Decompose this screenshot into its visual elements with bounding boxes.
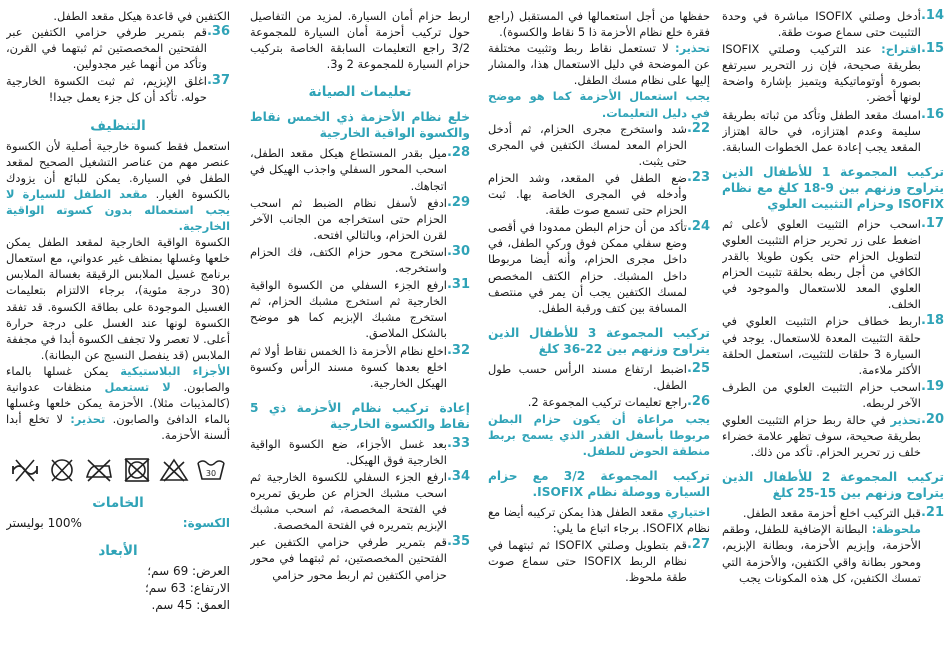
do-not-use-label: لا تستعمل <box>104 379 171 394</box>
plastic-parts-label: الأجزاء البلاستيكية <box>120 363 230 378</box>
step-30 <box>250 244 470 276</box>
step-18 <box>722 313 944 377</box>
warning-text: لا تستعمل نقاط ربط وتثبيت مختلفة عن الموضحة في دليل الاستعمال هذا، والمشار إليها على نظام مسك الطفل. <box>488 41 710 88</box>
section-heading: خلع نظام الأحزمة ذي الخمس نقاط والكسوة الواقية الخارجية <box>250 110 470 141</box>
step-32 <box>250 343 470 391</box>
column-1 <box>722 8 944 656</box>
no-wring-icon <box>10 457 40 483</box>
cleaning-title: التنظيف <box>90 117 146 134</box>
step-text: أدخل وصلتي ISOFIX مباشرة في وحدة التثبيت حتى سماع صوت طقة. <box>722 9 921 40</box>
step-number: 15. <box>920 41 944 57</box>
step-27 <box>488 537 710 585</box>
optional-label: اختياري <box>667 505 710 520</box>
cleaning-text: لا تخلع أبدا ألسنة الأحزمة. <box>6 412 230 443</box>
wash-30-icon <box>196 457 226 483</box>
section-heading: إعادة تركيب نظام الأحزمة ذي 5 نقاط والكسوة الخارجية <box>250 400 470 431</box>
section-heading: تركيب المجموعة 2 للأطفال الذين يتراوح وزنهم بين 15-25 كلغ <box>722 470 944 501</box>
step-29 <box>250 195 470 243</box>
step-number: 30. <box>446 243 470 259</box>
step-31 <box>250 277 470 341</box>
cleaning-text: منظفات عدوانية (كالمذيبات مثلا). الأحزمة يمكن خلعها وغسلها بالماء الدافئ والصابون. <box>6 379 230 427</box>
materials-title: الخامات <box>92 495 144 512</box>
cleaning-text: يمكن غسلها بالماء والصابون. <box>6 363 230 394</box>
step-number: 36. <box>206 24 230 40</box>
step-number: 14. <box>920 8 944 23</box>
step-19 <box>722 379 944 411</box>
step-number: 17. <box>920 215 944 231</box>
column-4 <box>6 8 230 656</box>
warning-label: تحذير <box>890 412 921 427</box>
step-text: عند التركيب وصلتي ISOFIX بطريقة صحيحة، فإن زر التحرير سيرتفع بصورة أوتوماتيكية ويتميز بإشارة واضحة لونها أخضر. <box>722 42 921 105</box>
step-22 <box>488 121 710 169</box>
step-text: راجع تعليمات تركيب المجموعة 2. <box>527 394 687 409</box>
step-number: 28. <box>446 145 470 161</box>
step-text: قم بتمرير طرفي حزامي الكتفين عبر الفتحتين المخصصتين، ثم ثبتهما في محور حزامي الكتفين ثم اربط محور حزامي <box>250 535 447 582</box>
step-20 <box>722 412 944 460</box>
step-number: 19. <box>920 378 944 394</box>
step-text: اربط خطاف حزام التثبيت العلوي في حلقة التثبيت المعدة للاستعمال. يوجد في السيارة 3 حلقات للتثبيت، استعمل الحلقة الأكثر ملاءمة. <box>722 314 921 377</box>
note-text: البطانة الإضافية للطفل، وطقم الأحزمة، وإبزيم الأحزمة، وبطانة الإبزيم، ومحور بطانة واقي الكتفين، والأحزمة التي تمسك الكتفين، كل هذه المكونات يجب <box>722 522 921 585</box>
step-text: تأكد من أن حزام البطن ممدودا في أقصى وضع سفلي ممكن فوق وركي الطفل، في داخل مجرى الحزام، وأنه أيضا مربوطا داخل المشبك. حزام الكتف المخصص لمسك الكتفين يجب أن يمر في منتصف المسافة بين كتف ورقبة الطفل. <box>488 220 687 315</box>
warning-label: تحذير: <box>70 412 106 427</box>
step-text: ميل بقدر المستطاع هيكل مقعد الطفل، اسحب المحور السفلي واجذب الهيكل في اتجاهك. <box>250 146 447 193</box>
step-number: 33. <box>446 435 470 451</box>
step-26 <box>488 394 710 410</box>
step-number: 27. <box>686 536 710 552</box>
no-tumble-dry-icon <box>122 457 152 483</box>
step-number: 31. <box>446 277 470 293</box>
step-34 <box>250 469 470 533</box>
step-number: 26. <box>686 393 710 409</box>
step-text: اسحب حزام التثبيت العلوي من الطرف الآخر لربطه. <box>722 379 921 410</box>
step-text: في حالة ربط حزام التثبيت العلوي بطريقة صحيحة، سوف تظهر علامة خضراء خلف زر تحرير الحزام. تأكد من ذلك. <box>722 412 921 460</box>
emphasis-text: يجب مراعاة أن يكون حزام البطن مربوطا بأسفل القدر الذي يسمح بربط منطقة الحوض للطفل. <box>488 412 710 459</box>
cleaning-text: استعمل فقط كسوة خارجية أصلية لأن الكسوة عنصر مهم من عناصر التشغيل الصحيح لمقعد الطفل في السيارة. يمكن للبائع أن يزودك بالكسوة الغيار. <box>6 138 230 201</box>
step-text: استخرج محور حزام الكتف، فك الحزام واستخرجه. <box>250 244 447 276</box>
column-3 <box>250 8 470 656</box>
cover-value: 100% بوليستر <box>6 516 82 531</box>
step-number: 34. <box>446 468 470 484</box>
step-23 <box>488 170 710 218</box>
step-text: بعد غسل الأجزاء، ضع الكسوة الواقية الخارجية فوق الهيكل. <box>250 436 447 467</box>
step-text: ضع الطفل في المقعد، وشد الحزام وأدخله في المجرى الخاصة بها. ثبت الحزام حتى تسمع صوت طقة. <box>488 170 687 218</box>
step-text: ارفع الجزء السفلي من الكسوة الواقية الخارجية ثم استخرج مشبك الحزام، ثم استخرج مشبك الإبزيم كما هو موضح بالشكل الملاصق. <box>250 278 447 341</box>
step-number: 18. <box>920 313 944 329</box>
step-text: اخلع نظام الأحزمة ذا الخمس نقاط أولا ثم اخلع بعدها كسوة مسند الرأس وكسوة الهيكل الخارجية. <box>250 343 447 390</box>
cleaning-text: الكسوة الواقية الخارجية لمقعد الطفل يمكن خلعها وغسلها بمنظف غير عدواني، مع استعمال برنامج غسيل الملابس الرقيقة بغسالة الملابس (30 درجة مئوية)، برجاء الالتزام بتعليمات الغسيل الموجودة على بطاقة الكسوة. قد تفقد الكسوة لونها عند الغسل على درجة حرارة أعلى. لا تعصر ولا تجفف الكسوة أبدا في مجففة الملابس (قد ينفصل النسيج عن البطانة). <box>6 235 230 362</box>
step-number: 29. <box>446 194 470 210</box>
step-24 <box>488 219 710 316</box>
cover-label: الكسوة: <box>182 516 230 531</box>
step-text: امسك مقعد الطفل وتأكد من ثباته بطريقة سليمة وعدم اهتزازه، في حالة اهتزاز المقعد يجب إعادة عمل الخطوات السابقة. <box>722 107 921 154</box>
step-36 <box>6 24 230 72</box>
step-number: 16. <box>920 106 944 122</box>
step-21 <box>722 505 944 585</box>
step-15 <box>722 41 944 105</box>
section-heading: تركيب المجموعة 3 للأطفال الذين يتراوح وزنهم بين 22-36 كلغ <box>488 325 710 356</box>
cleaning-emphasis: مقعد الطفل للسيارة لا يجب استعماله بدون كسوته الواقية الخارجية. <box>6 186 230 234</box>
step-text: اضبط ارتفاع مسند الرأس حسب طول الطفل. <box>488 361 687 392</box>
no-iron-icon <box>84 457 114 483</box>
step-number: 23. <box>686 169 710 185</box>
step-33 <box>250 436 470 468</box>
step-number: 35. <box>446 534 470 550</box>
step-text: قم بتمرير طرفي حزامي الكتفين عبر الفتحتين المخصصتين ثم ثبتهما في القرن، وتأكد من أنهما غير مجدولين. <box>6 25 207 72</box>
step-17 <box>722 216 944 313</box>
optional-text: مقعد الطفل هذا يمكن تركيبه أيضا مع نظام ISOFIX. برجاء اتباع ما يلي: <box>488 505 710 536</box>
maintenance-title: تعليمات الصيانة <box>308 84 412 101</box>
step-text: ادفع لأسفل نظام الضبط ثم اسحب الحزام حتى استخراجه من الجانب الآخر لقرن الحزام، وبالتالي افتحه. <box>250 195 447 242</box>
step-text: قم بتطويل وصلتي ISOFIX ثم ثبتهما في نظام الربط ISOFIX حتى سماع صوت طقة ملحوظ. <box>488 537 687 584</box>
step-37 <box>6 73 230 105</box>
svg-text:30: 30 <box>205 469 217 479</box>
step-number: 20. <box>920 411 944 427</box>
warning-label: تحذير: <box>675 41 710 56</box>
note-label: ملحوظة: <box>871 522 921 537</box>
step-text: اغلق الإبزيم، ثم ثبت الكسوة الخارجية حوله. تأكد أن كل جزء يعمل جيدا! <box>6 74 207 105</box>
step-number: 25. <box>686 360 710 376</box>
step-number: 21. <box>920 505 944 521</box>
column-2 <box>488 8 710 656</box>
step-35 <box>250 534 470 582</box>
step-number: 22. <box>686 120 710 136</box>
no-bleach-icon <box>159 457 189 483</box>
dimensions-title: الأبعاد <box>98 543 138 560</box>
step-text: شد واستخرج مجرى الحزام، ثم أدخل الحزام المعد لمسك الكتفين في المجرى حتى يثبت. <box>488 121 687 168</box>
step-25 <box>488 361 710 393</box>
paragraph: حفظها من أجل استعمالها في المستقبل (راجع فقرة خلع نظام الأحزمة ذا 5 نقاط والكسوة). <box>488 9 710 40</box>
step-number: 24. <box>686 219 710 235</box>
step-16 <box>722 107 944 155</box>
height-value: الارتفاع: 63 سم؛ <box>144 581 230 596</box>
care-symbols <box>10 457 226 483</box>
step-number: 32. <box>446 342 470 358</box>
tip-label: اقتراح: <box>881 42 921 57</box>
depth-value: العمق: 45 سم. <box>151 598 230 613</box>
step-28 <box>250 145 470 193</box>
section-heading: تركيب المجموعة 1 للأطفال الذين يتراوح وزنهم بين 9-18 كلغ مع نظام ISOFIX وحزام التثبيت العلوي <box>722 164 944 211</box>
warning-emphasis: يجب استعمال الأحزمة كما هو موضح في دليل التعليمات. <box>488 89 710 120</box>
step-text: ارفع الجزء السفلي للكسوة الخارجية ثم اسحب مشبك الحزام عن طريق تمريره في الفتحة المخصصة، ثم اسحب مشبك الإبزيم بتمريره في الفتحة المخصصة. <box>250 469 447 533</box>
step-14 <box>722 8 944 40</box>
step-text: قبل التركيب اخلع أحزمة مقعد الطفل. <box>742 506 921 521</box>
step-number: 37. <box>206 73 230 89</box>
width-value: العرض: 69 سم؛ <box>147 564 230 579</box>
cover-material-row <box>6 515 230 531</box>
step-text: اسحب حزام التثبيت العلوي لأعلى ثم اضغط على زر تحرير حزام التثبيت العلوي لتطويل الحزام حتى يكون طويلا بالقدر الكافي من أجل ربطه بحلقة تثبيت الحزام العلوي المعد للاستعمال والموجود في الخلف. <box>722 216 921 312</box>
no-dry-clean-icon <box>47 457 77 483</box>
paragraph: اربط حزام أمان السيارة. لمزيد من التفاصيل حول تركيب أحزمة أمان السيارة للمجموعة 3/2 راجع التعليمات السابقة الخاصة بتركيب حزام السيارة للمجموعة 2 و3. <box>250 9 470 72</box>
dimensions-list <box>6 563 230 614</box>
paragraph: الكتفين في قاعدة هيكل مقعد الطفل. <box>53 9 230 23</box>
section-heading: تركيب المجموعة 3/2 مع حزام السيارة ووصلة نظام ISOFIX. <box>488 469 710 500</box>
